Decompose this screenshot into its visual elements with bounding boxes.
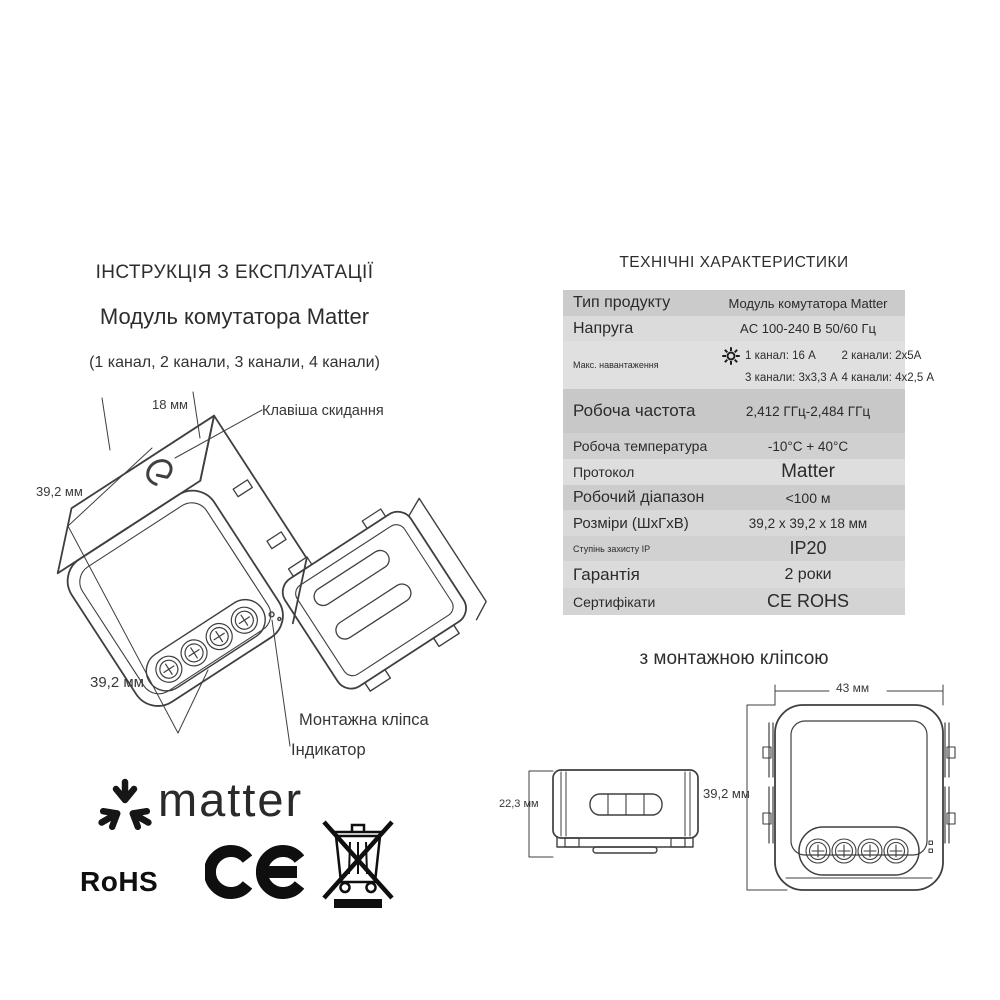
spec-value: CE ROHS [766,591,849,611]
spec-value: Matter [781,461,835,482]
spec-label: Сертифікати [573,593,656,610]
mounting-clip-label: Монтажна кліпса [299,711,429,729]
indicator-label: Індикатор [291,741,366,759]
load-cell [842,372,935,384]
spec-label: Гарантія [573,564,640,584]
sun-load-icon [721,346,741,366]
spec-value: <100 м [785,489,831,506]
spec-label: Протокол [573,464,635,480]
clip-dim-width-label: 43 мм [836,681,870,695]
spec-label: Напруга [573,319,634,337]
table-row [563,485,905,510]
spec-label: Робочий діапазон [573,488,705,506]
table-row [563,588,905,615]
reset-key-label: Клавіша скидання [262,403,384,419]
load-value: 1 канал: 16 А [745,350,816,362]
product-name: Модуль комутатора Matter [99,304,370,329]
weee-bin-icon [318,810,398,910]
table-row [563,316,905,341]
load-values [721,346,934,384]
table-row [563,561,905,588]
load-value: 3 канали: 3x3,3 А [745,372,838,384]
table-row [563,389,905,433]
table-row [563,290,905,316]
spec-value: IP20 [789,538,827,558]
load-value: 4 канали: 4x2,5 А [841,372,935,384]
spec-value: -10°C + 40°C [767,438,849,454]
dim-width-label: 39,2 мм [90,674,144,691]
load-value: 2 канали: 2x5A [841,350,922,362]
specs-table [563,290,935,615]
spec-value: AC 100-240 В 50/60 Гц [740,321,876,336]
dim-height-label: 39,2 мм [36,484,83,499]
clip-dim-depth-label: 22,3 мм [499,798,539,810]
table-row [563,510,905,536]
table-row [563,433,905,459]
clip-dim-height-label: 39,2 мм [703,786,750,801]
spec-value: 2 роки [784,565,832,583]
spec-label: Розміри (ШхГхВ) [573,514,689,532]
spec-label: Макс. навантаження [573,360,659,370]
spec-label: Робоча температура [573,438,708,454]
spec-value: Модуль комутатора Matter [728,295,888,311]
spec-value: 39,2 x 39,2 x 18 мм [748,515,868,531]
table-row [563,536,905,561]
table-row [563,459,905,485]
table-row-max-load [563,341,935,389]
spec-label: Тип продукту [573,294,671,311]
clip-section-heading: з монтажною кліпсою [639,648,829,669]
matter-logo-icon [95,776,155,838]
matter-wordmark: matter [158,773,304,826]
spec-label: Робоча частота [573,401,696,420]
rohs-mark: RoHS [80,866,159,897]
dim-thickness-label: 18 мм [152,397,188,412]
ce-mark-icon [205,842,305,902]
load-cell [721,372,838,384]
spec-label: Ступінь захисту IP [573,543,651,554]
channels-note: (1 канал, 2 канали, 3 канали, 4 канали) [89,354,380,371]
spec-value: 2,412 ГГц-2,484 ГГц [745,403,871,419]
load-cell [842,350,935,362]
load-cell [721,346,838,366]
specs-heading: ТЕХНІЧНІ ХАРАКТЕРИСТИКИ [619,254,849,271]
page-title: ІНСТРУКЦІЯ З ЕКСПЛУАТАЦІЇ [95,262,374,283]
title-block [37,262,432,372]
